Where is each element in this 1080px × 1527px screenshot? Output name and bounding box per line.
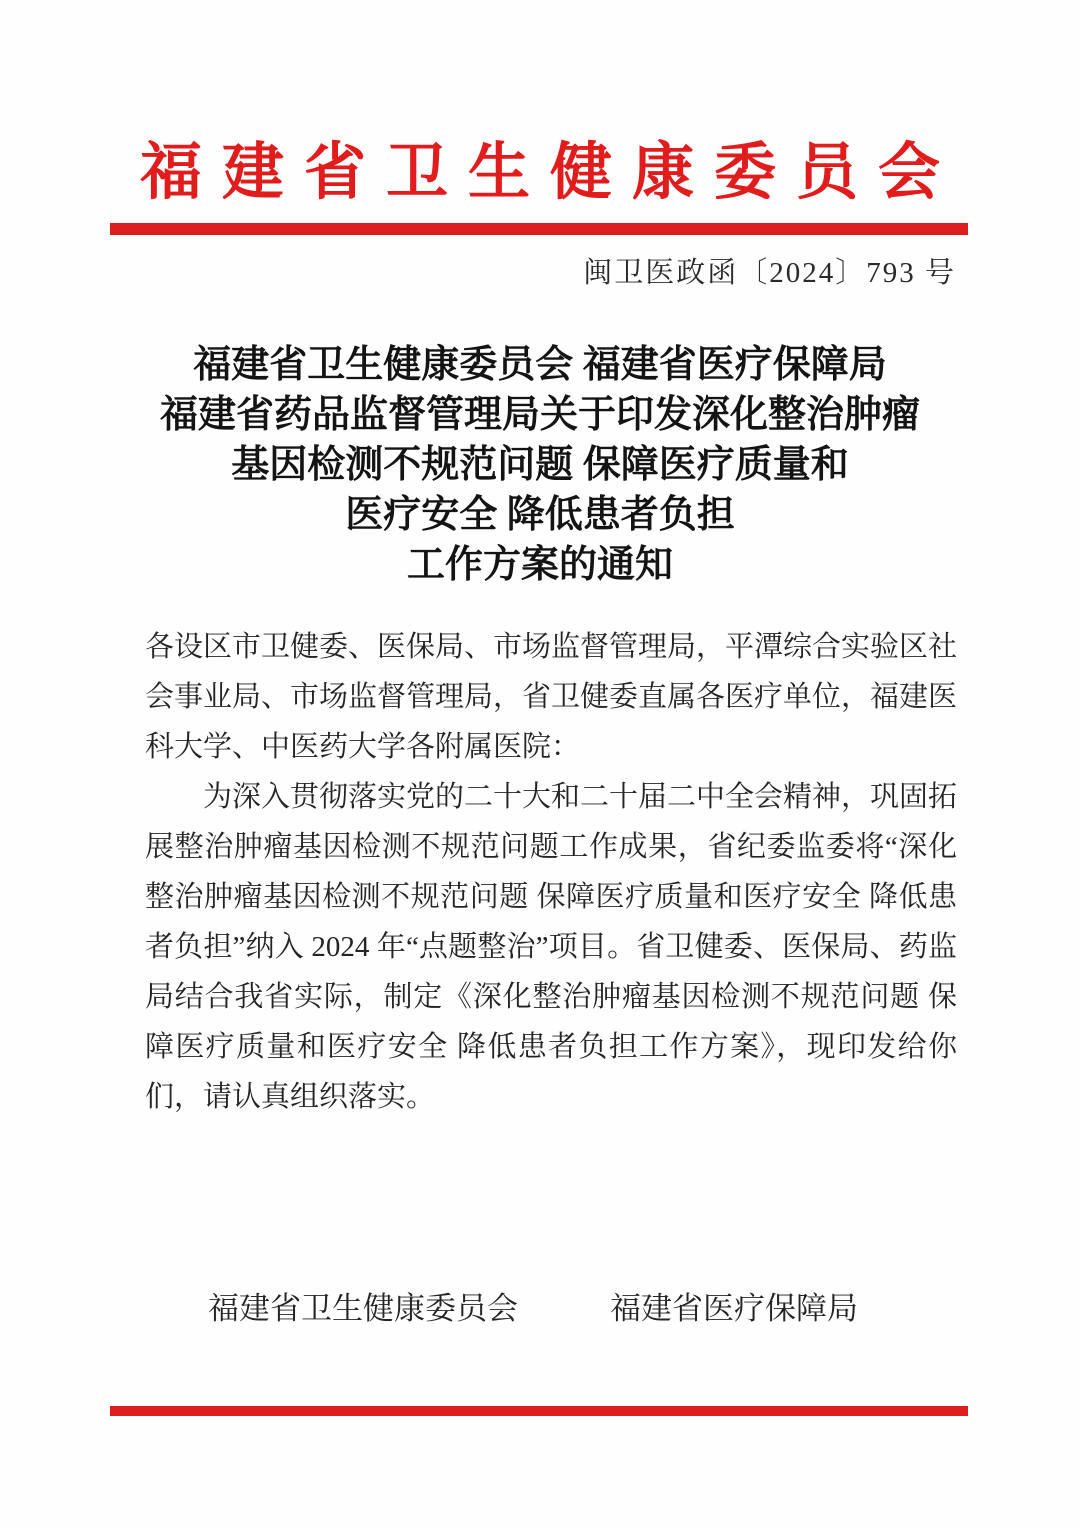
footer-divider [110, 1406, 968, 1416]
signature-medical-security-bureau: 福建省医疗保障局 [610, 1291, 858, 1326]
document-title-line: 福建省药品监督管理局关于印发深化整治肿瘤 [159, 394, 920, 436]
salutation-paragraph: 各设区市卫健委、医保局、市场监督管理局，平潭综合实验区社会事业局、市场监督管理局，省卫健委直属各医疗单位，福建医科大学、中医药大学各附属医院： [145, 631, 958, 763]
document-title-line: 医疗安全 降低患者负担 [345, 494, 735, 536]
document-title-line: 福建省卫生健康委员会 福建省医疗保障局 [193, 344, 887, 386]
signature-row [0, 1283, 1080, 1328]
letterhead-divider [110, 223, 968, 235]
document-title-line: 基因检测不规范问题 保障医疗质量和 [231, 444, 849, 486]
document-body [145, 622, 957, 1122]
body-paragraph: 为深入贯彻落实党的二十大和二十届二中全会精神，巩固拓展整治肿瘤基因检测不规范问题工作成果，省纪委监委将“深化整治肿瘤基因检测不规范问题 保障医疗质量和医疗安全 降低患者负担”纳入 2024 年“点题整治”项目。省卫健委、医保局、药监局结合我省实际，制定《深化整治肿瘤基因检测不规范问题 保障医疗质量和医疗安全 降低患者负担工作方案》，现印发给你们，请认真组织落实。 [145, 781, 958, 1113]
document-title [0, 340, 1080, 590]
letterhead-org-name: 福建省卫生健康委员会 [139, 139, 960, 207]
document-number: 闽卫医政函〔2024〕793 号 [583, 257, 956, 289]
signature-health-commission: 福建省卫生健康委员会 [208, 1291, 518, 1326]
document-title-line: 工作方案的通知 [406, 544, 673, 586]
